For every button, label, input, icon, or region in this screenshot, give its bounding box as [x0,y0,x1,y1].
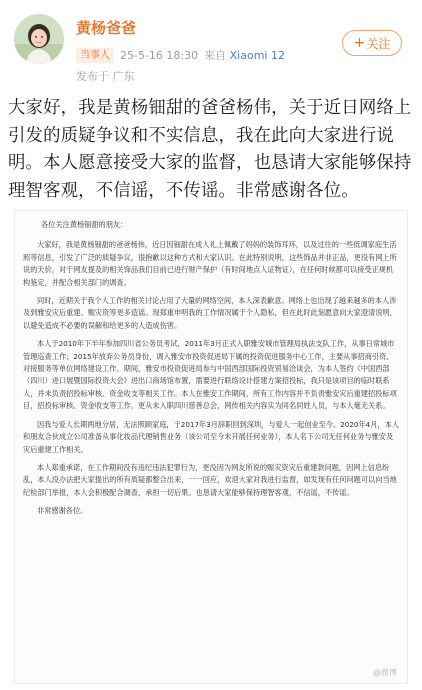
source-prefix: 来自 [204,49,227,62]
statement-paragraph: 同时，近期关于我个人工作的相关讨论占用了大量的网络空间，本人深表歉意。网络上也出现了越来越多的本人涉及到雅安灾后重建、赈灾资等更多造谣。现郑重申明我的工作情况属于个人隐私，但在此时此刻愿意向大家澄清说明，以避免造成不必要的误解和给更多的人造成伤害。 [23,296,397,330]
post-timestamp: 25-5-16 18:30 [120,48,199,62]
statement-image[interactable] [14,210,408,684]
source-device-link[interactable]: Xiaomi 12 [229,49,285,62]
follow-button[interactable] [342,30,402,56]
statement-salutation: 各位关注黄杨钿甜的朋友： [41,220,128,229]
statement-paragraph: 本人于2010年下半年参加四川省公务员考试，2011年3月正式入职雅安城市管理局执法支队工作，从事日常城市管理巡查工作；2015年放弃公务员身份，调入雅安市投资促进局下属的投资促进服务中心工作，主要从事招商引资、对接服务等单位网络建设工作。期间，雅安市投资促进局参与中国西部国际投资贸易洽谈会，为本人签约《中国西部（四川）进口展暨国际投资大会》进出口商场馆布置，需要进行联络设计搭建方案招投标，我只是该项目的临时联系人，并未负责招投标审核、资金收支等相关工作。本人在雅安工作期间，所有工作内容并不负责雅安灾后重建招投标项目，招投标审核、资金收支等工作，更从未入职四川慈善总会，网传相关内容实为同名同姓人员，与本人毫无关系。 [23,339,397,411]
post-source [204,47,285,63]
statement-paragraph: 本人郑重承诺，在工作期间没有违纪违法犯罪行为，更没因为网友所说的赈灾资灾后重建款问题，因网上信息纷乱，本人没办法把大家提出的所有质疑都整合出来，一一回应，欢迎大家对我进行监督，如发现有任何问题可以向当地纪检部门举报，本人会积极配合调查，承担一切后果。也恳请大家能够保持理智客观，不信谣，不传谣。 [23,462,397,497]
avatar-photo-icon [14,14,64,64]
statement-closing: 非常感谢各位。 [37,506,88,516]
avatar[interactable] [14,14,64,64]
follow-label: 关注 [366,36,391,51]
weibo-watermark: @微博 [373,667,397,677]
plus-icon: + [353,35,366,51]
post-meta [76,47,285,63]
post-text: 大家好，我是黄杨钿甜的爸爸杨伟，关于近日网络上引发的质疑争议和不实信息，我在此向大家进行说明。本人愿意接受大家的监督，也恳请大家能够保持理智客观，不信谣，不传谣。非常感谢各位。 [8,98,412,201]
statement-paragraph: 因我与爱人长期两地分居，无法照顾家庭，于2017年3月辞职回到深圳，与爱人一起创业至今。2020年4月，本人和朋友合伙成立公司准备从事化妆品代理销售业务（该公司至今未开展任何业务），本人名下公司无任何业务与雅安及灾后重建工作相关。 [23,419,399,454]
statement-paragraph: 大家好，我是黄杨钿甜的爸爸杨伟，近日因钿甜在成人礼上佩戴了妈妈的装饰耳环，以及过往的一些低调家庭生活照等信息，引发了广泛的质疑争议，很抱歉以这种方式和大家认识。在此特别说明，这些饰品并非正品，更没有网上所说的天价，对于网友提及的相关饰品我们目前已进行财产保护（有时间地点人证物证），在任何时候都可以接受正规机构鉴定，并配合相关部门的调查。 [23,240,397,287]
role-badge: 当事人 [76,48,114,63]
user-name[interactable]: 黄杨爸爸 [76,19,137,37]
published-location: 发布于 广东 [76,70,135,83]
